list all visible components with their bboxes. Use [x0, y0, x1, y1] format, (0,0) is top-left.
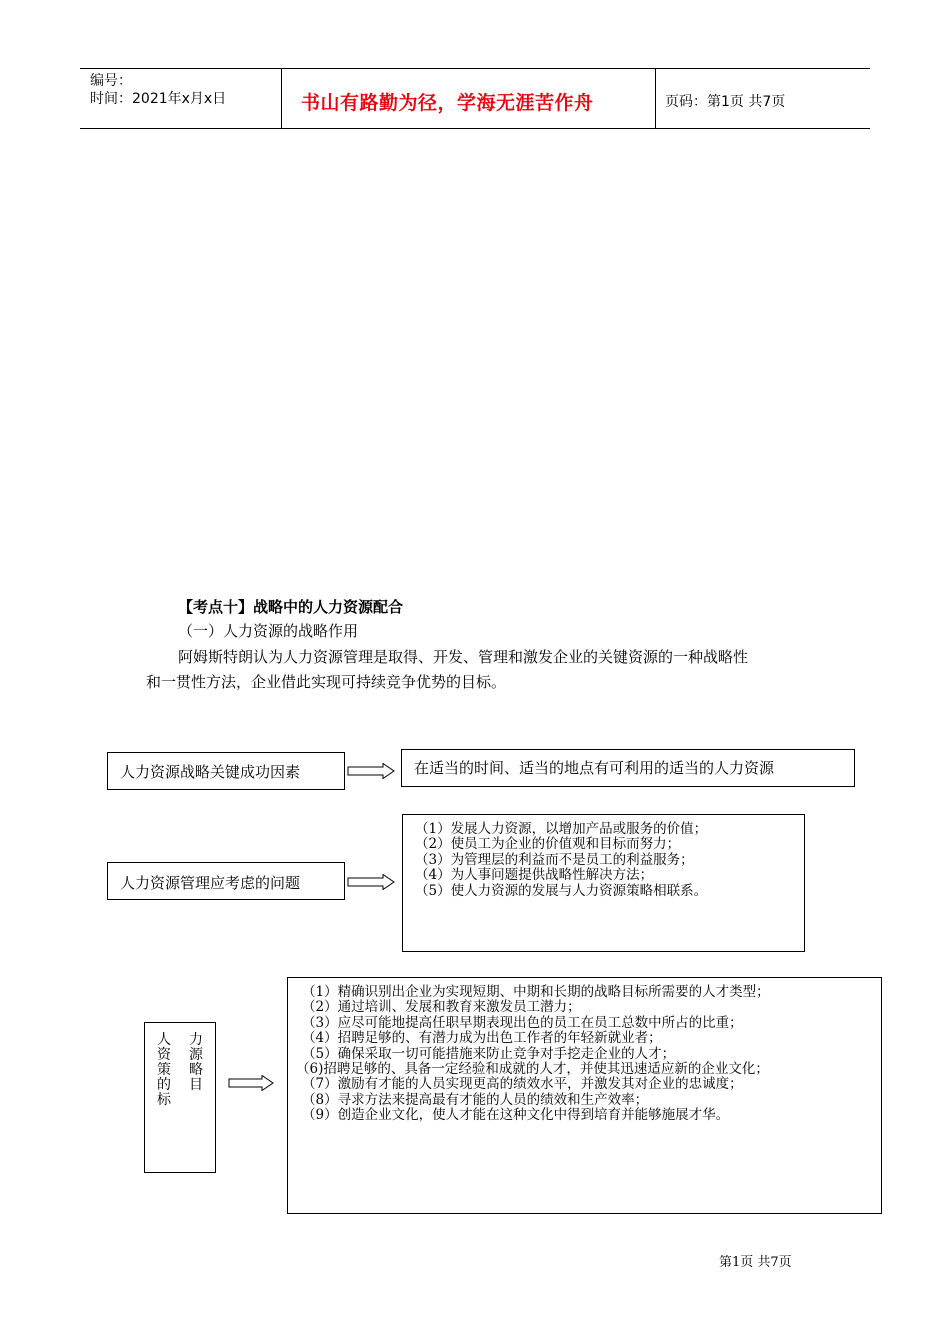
list-item: （3）为管理层的利益而不是员工的利益服务； [415, 851, 694, 868]
list-item: （7）激励有才能的人员实现更高的绩效水平，并激发其对企业的忠诚度； [302, 1076, 743, 1093]
key-success-factors-label: 人力资源战略关键成功因素 [120, 763, 301, 781]
hr-strategy-goals-box [144, 1022, 216, 1173]
list-item: （5）使人力资源的发展与人力资源策略相联系。 [415, 882, 708, 899]
header-top-rule [80, 68, 870, 69]
section-title: 【考点十】战略中的人力资源配合 [178, 598, 404, 616]
body-paragraph-line: 阿姆斯特朗认为人力资源管理是取得、开发、管理和激发企业的关键资源的一种战略性 [178, 648, 749, 666]
hr-strategy-goals-label-col1: 人 资 策 的 标 [157, 1032, 171, 1108]
body-paragraph-line: 和一贯性方法，企业借此实现可持续竞争优势的目标。 [146, 673, 507, 691]
list-item: （4）招聘足够的、有潜力成为出色工作者的年轻新就业者； [302, 1030, 662, 1047]
list-item: （4）为人事问题提供战略性解决方法； [415, 867, 654, 884]
list-item: （3）应尽可能地提高任职早期表现出色的员工在员工总数中所占的比重； [302, 1014, 743, 1031]
document-number-label: 编号： [90, 73, 132, 89]
section-subtitle: （一）人力资源的战略作用 [178, 622, 359, 640]
list-item: （2）通过培训、发展和教育来激发员工潜力； [302, 999, 581, 1016]
arrow-icon [347, 763, 395, 779]
key-success-factors-result: 在适当的时间、适当的地点有可利用的适当的人力资源 [414, 759, 775, 777]
header-divider [655, 68, 656, 129]
key-success-factors-result-box [401, 749, 855, 787]
hrm-issues-list [415, 822, 707, 899]
header-motto: 书山有路勤为径，学海无涯苦作舟 [301, 92, 594, 114]
list-item: （1）发展人力资源，以增加产品或服务的价值； [415, 821, 708, 837]
arrow-icon [347, 874, 395, 890]
list-item: （6)招聘足够的、具备一定经验和成就的人才，并使其迅速适应新的企业文化； [296, 1061, 769, 1078]
list-item: （9）创造企业文化，使人才能在这种文化中得到培育并能够施展才华。 [302, 1107, 730, 1124]
hrm-issues-list-box [402, 814, 805, 952]
list-item: （8）寻求方法来提高最有才能的人员的绩效和生产效率； [302, 1091, 649, 1108]
hr-strategy-goals-list-box [287, 977, 882, 1214]
list-item: （1）精确识别出企业为实现短期、中期和长期的战略目标所需要的人才类型； [302, 984, 770, 1000]
header-page-label: 页码：第1页 共7页 [665, 94, 786, 110]
list-item: （5）确保采取一切可能措施来防止竞争对手挖走企业的人才； [302, 1045, 676, 1062]
header-bottom-rule [80, 128, 870, 129]
footer-page-number: 第1页 共7页 [719, 1255, 792, 1270]
list-item: （2）使员工为企业的价值观和目标而努力； [415, 836, 681, 853]
document-time-label: 时间：2021年x月x日 [90, 91, 227, 107]
arrow-icon [228, 1075, 274, 1091]
hrm-issues-label: 人力资源管理应考虑的问题 [120, 874, 301, 892]
hr-strategy-goals-list [296, 984, 770, 1124]
hr-strategy-goals-label-col2: 力 源 略 目 [189, 1032, 203, 1093]
header-divider [281, 68, 282, 129]
key-success-factors-box [107, 752, 345, 790]
hrm-issues-box [107, 862, 345, 900]
